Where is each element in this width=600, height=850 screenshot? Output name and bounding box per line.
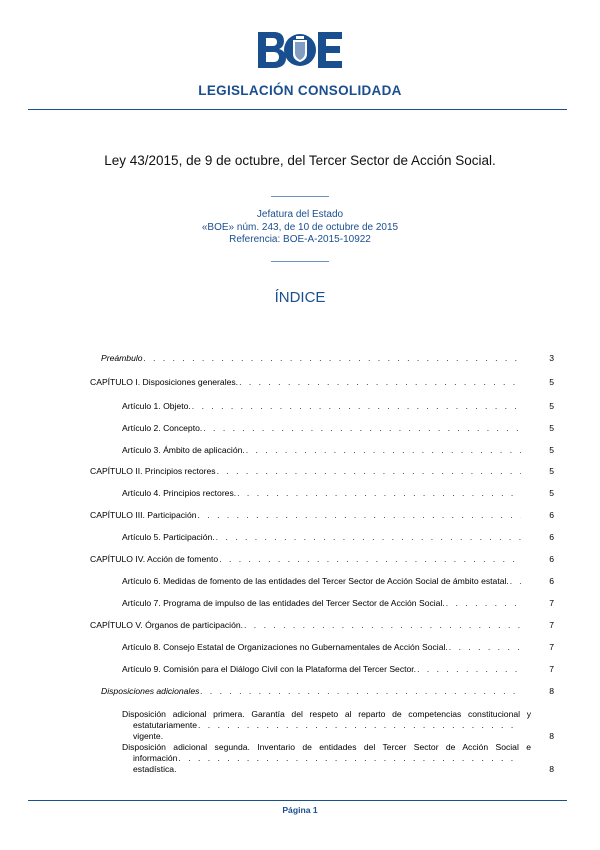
toc-leader — [246, 445, 521, 456]
toc-entry[interactable] — [90, 620, 554, 631]
toc-entry-page: 7 — [549, 664, 554, 674]
toc-leader — [192, 401, 521, 412]
boe-reference: Referencia: BOE-A-2015-10922 — [229, 234, 371, 245]
index-title: ÍNDICE — [274, 289, 326, 306]
toc-entry-page: 6 — [549, 510, 554, 520]
footer-divider — [28, 800, 567, 801]
toc-entry[interactable] — [122, 401, 554, 412]
toc-entry[interactable] — [122, 532, 554, 543]
toc-leader — [446, 598, 521, 609]
toc-entry-label-line2: información estadística. — [133, 753, 178, 774]
toc-leader — [203, 423, 521, 434]
toc-entry-label: Artículo 7. Programa de impulso de las entidades del Tercer Sector de Acción Social. — [122, 598, 445, 608]
toc-entry-page: 7 — [549, 598, 554, 608]
toc-entry-page: 8 — [549, 686, 554, 696]
toc-entry-label: Artículo 2. Concepto. — [122, 423, 203, 433]
toc-leader — [239, 377, 521, 388]
toc-entry-page: 6 — [549, 532, 554, 542]
toc-entry[interactable] — [101, 686, 554, 697]
publication-block — [0, 209, 600, 247]
boe-logo-icon — [256, 30, 344, 70]
toc-leader — [216, 532, 521, 543]
toc-entry-label: CAPÍTULO II. Principios rectores — [90, 466, 216, 476]
boe-logo — [0, 30, 600, 75]
toc-entry-page: 5 — [549, 445, 554, 455]
toc-leader — [219, 554, 521, 565]
toc-entry-label: CAPÍTULO IV. Acción de fomento — [90, 554, 219, 564]
document-title: Ley 43/2015, de 9 de octubre, del Tercer Sector de Acción Social. — [104, 153, 496, 168]
toc-entry[interactable] — [122, 488, 554, 499]
toc-entry[interactable] — [122, 576, 554, 587]
toc-entry-label: Artículo 1. Objeto. — [122, 401, 191, 411]
toc-entry[interactable] — [122, 423, 554, 434]
toc-entry-page: 5 — [549, 423, 554, 433]
toc-leader — [449, 642, 521, 653]
toc-entry-label: CAPÍTULO III. Participación — [90, 510, 197, 520]
toc-entry-page: 5 — [549, 401, 554, 411]
toc-leader — [417, 664, 521, 675]
issuer: Jefatura del Estado — [256, 209, 344, 220]
toc-entry-label: Artículo 3. Ámbito de aplicación. — [122, 445, 245, 455]
toc-leader — [244, 620, 521, 631]
toc-leader — [144, 353, 521, 364]
toc-entry-page: 7 — [549, 620, 554, 630]
toc-entry-multiline[interactable] — [122, 709, 554, 742]
toc-entry-page: 5 — [549, 488, 554, 498]
toc-entry-label: Artículo 8. Consejo Estatal de Organizaciones no Gubernamentales de Acción Social. — [122, 642, 448, 652]
toc-leader — [178, 753, 521, 764]
toc-entry-page: 6 — [549, 554, 554, 564]
toc-entry-page: 6 — [549, 576, 554, 586]
toc-entry-label: Disposiciones adicionales — [101, 686, 200, 696]
short-divider-bottom — [271, 261, 329, 262]
toc-entry-label: Artículo 6. Medidas de fomento de las entidades del Tercer Sector de Acción Social de ámbito estatal. — [122, 576, 509, 586]
page-number: Página 1 — [282, 805, 318, 815]
toc-entry[interactable] — [122, 664, 554, 675]
toc-entry[interactable] — [101, 353, 554, 364]
toc-entry-label-line2: estatutariamente vigente. — [133, 720, 198, 741]
toc-entry[interactable] — [122, 445, 554, 456]
toc-entry-page: 7 — [549, 642, 554, 652]
toc-entry-label: Artículo 5. Participación. — [122, 532, 215, 542]
toc-entry-page: 8 — [549, 764, 554, 774]
toc-entry[interactable] — [90, 377, 554, 388]
toc-entry[interactable] — [90, 466, 554, 477]
toc-entry-label: CAPÍTULO V. Órganos de participación. — [90, 620, 244, 630]
section-header-title: LEGISLACIÓN CONSOLIDADA — [198, 83, 402, 98]
toc-leader — [217, 466, 521, 477]
toc-leader — [198, 510, 521, 521]
toc-entry-multiline[interactable] — [122, 742, 554, 775]
toc-entry-page: 8 — [549, 731, 554, 741]
toc-leader — [237, 488, 521, 499]
toc-entry-label-line1: Disposición adicional segunda. Inventario de entidades del Tercer Sector de Acción Social e — [122, 742, 531, 752]
toc-entry-label: Preámbulo — [101, 353, 143, 363]
toc-entry-label: CAPÍTULO I. Disposiciones generales. — [90, 377, 239, 387]
toc-entry-label-line1: Disposición adicional primera. Garantía del respeto al reparto de competencias constitucional y — [122, 709, 531, 719]
toc-entry-label: Artículo 9. Comisión para el Diálogo Civil con la Plataforma del Tercer Sector. — [122, 664, 417, 674]
header-divider — [28, 109, 567, 110]
toc-entry[interactable] — [90, 510, 554, 521]
toc-entry-page: 3 — [549, 353, 554, 363]
toc-entry[interactable] — [90, 554, 554, 565]
toc-entry-page: 5 — [549, 377, 554, 387]
toc-entry[interactable] — [122, 642, 554, 653]
toc-leader — [510, 576, 521, 587]
toc-entry-label: Artículo 4. Principios rectores. — [122, 488, 237, 498]
toc-leader — [198, 720, 521, 731]
boe-publication: «BOE» núm. 243, de 10 de octubre de 2015 — [201, 221, 399, 233]
toc-entry[interactable] — [122, 598, 554, 609]
short-divider-top — [271, 196, 329, 197]
toc-leader — [200, 686, 521, 697]
toc-entry-page: 5 — [549, 466, 554, 476]
